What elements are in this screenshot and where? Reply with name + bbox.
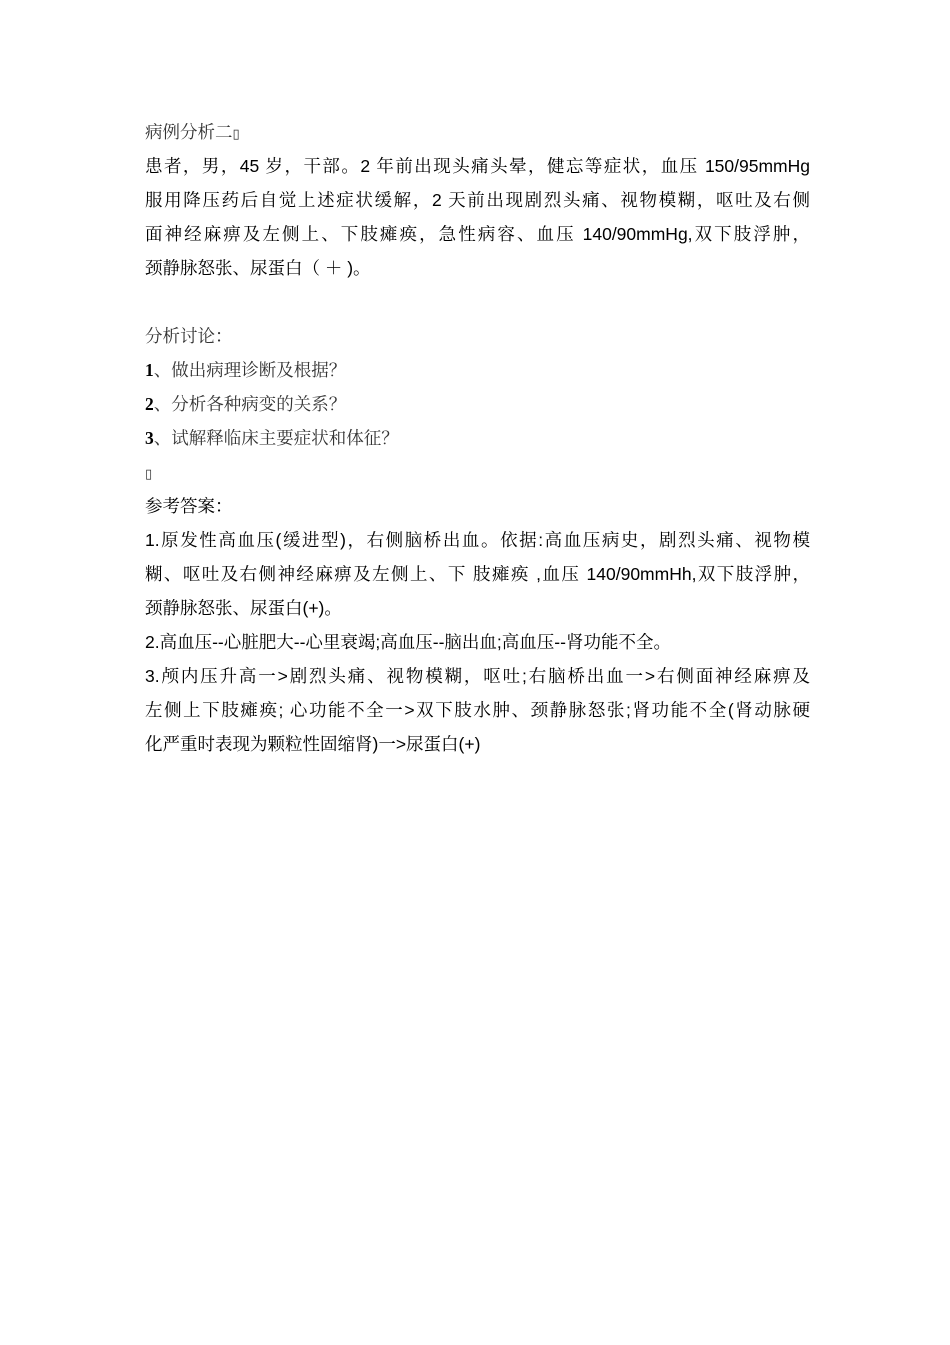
paragraph-spacer [145,285,810,319]
answer-line: 糊、呕吐及右侧神经麻痹及左侧上、下 肢瘫痪 ,血压 140/90mmHh,双下肢浮肿， [145,564,810,584]
separator-line [145,455,810,489]
question-text: 、分析各种病变的关系？ [153,394,347,414]
answer-line: 化严重时表现为颗粒性固缩肾)一>尿蛋白(+) [145,734,481,754]
answer-line: 2.高血压--心脏肥大--心里衰竭;高血压--脑出血;高血压--肾功能不全。 [145,632,671,652]
answer-line: 1.原发性高血压(缓进型)，右侧脑桥出血。依据:高血压病史，剧烈头痛、视物模 [145,530,810,550]
question-text: 、试解释临床主要症状和体征？ [153,428,399,448]
case-title: 病例分析二 [145,122,233,142]
question-number: 2 [145,394,154,414]
case-text-line: 患者，男，45 岁，干部。2 年前出现头痛头晕，健忘等症状，血压 150/95mmHg [145,156,810,176]
case-text-line: 颈静脉怒张、尿蛋白（ ＋ )。 [145,258,371,278]
case-text-line: 服用降压药后自觉上述症状缓解，2 天前出现剧烈头痛、视物模糊，呕吐及右侧 [145,190,810,210]
question-number: 3 [145,428,154,448]
answer-title: 参考答案： [145,496,233,516]
answer-line: 左侧上下肢瘫痪; 心功能不全一>双下肢水肿、颈静脉怒张;肾功能不全(肾动脉硬 [145,700,810,720]
question-text: 、做出病理诊断及根据？ [153,360,347,380]
question-item [145,421,810,455]
question-number: 1 [145,360,154,380]
answer-line: 颈静脉怒张、尿蛋白(+)。 [145,598,342,618]
question-item [145,353,810,387]
placeholder-glyph-icon: ▯ [145,467,153,482]
placeholder-glyph-icon: ▯ [232,127,240,142]
question-item [145,387,810,421]
document-content [145,115,810,761]
case-text-line: 面神经麻痹及左侧上、下肢瘫痪，急性病容、血压 140/90mmHg,双下肢浮肿， [145,224,810,244]
discussion-title: 分析讨论： [145,326,233,346]
case-title-line [145,115,810,149]
answer-line: 3.颅内压升高一>剧烈头痛、视物模糊，呕吐;右脑桥出血一>右侧面神经麻痹及 [145,666,810,686]
